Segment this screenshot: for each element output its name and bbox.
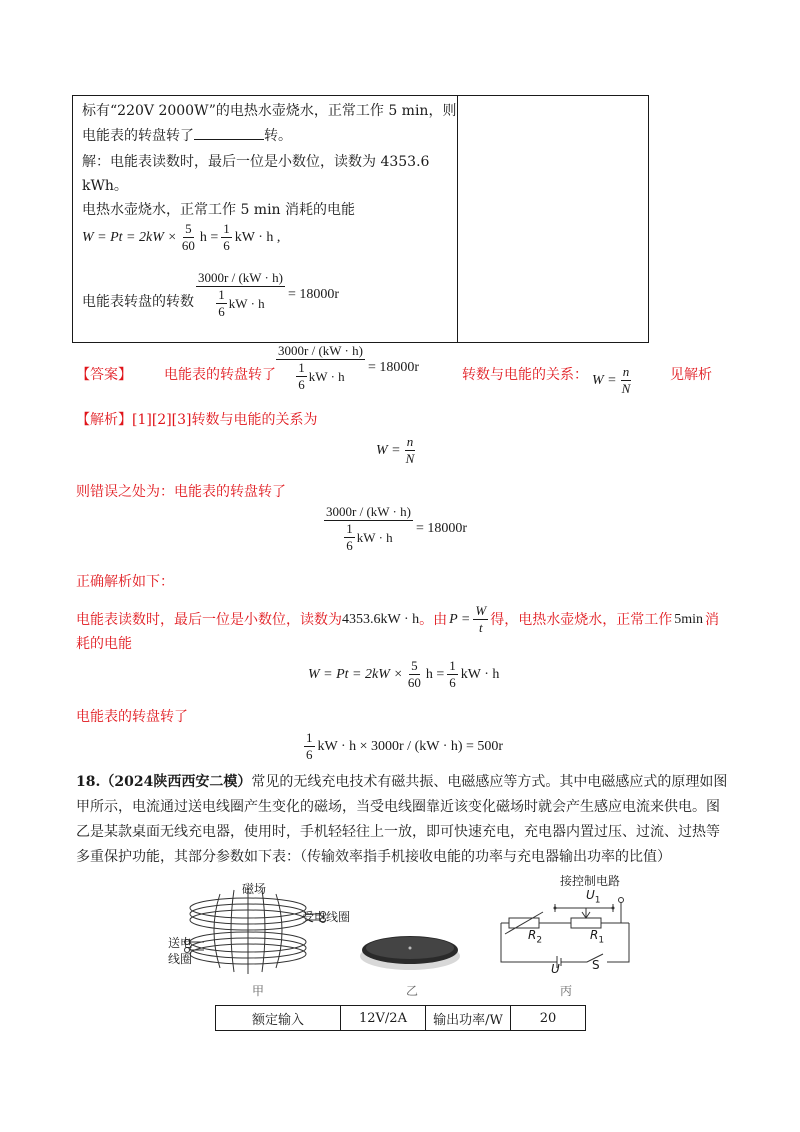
cell-line-3: 解：电能表读数时，最后一位是小数位，读数为 4353.6 (82, 154, 430, 170)
send-coil-label-2: 线圈 (168, 952, 193, 966)
send-coil-label-1: 送电 (168, 936, 193, 950)
q18-line-4: 多重保护功能，其部分参数如下表：（传输效率指手机接收电能的功率与充电器输出功率的比值） (76, 849, 671, 865)
caption-jia: 甲 (252, 984, 265, 998)
r1-label: $R_1$ (590, 928, 605, 946)
reading-line: 电能表读数时，最后一位是小数位，读数为 4353.6kW · h 。由 P = $\frac{W}{t}$ 得，电热水壶烧水，正常工作 5min 消 (76, 603, 719, 635)
u-label: U (551, 962, 560, 976)
control-circuit-label: 接控制电路 (560, 874, 621, 888)
r2-label: $R_2$ (528, 928, 543, 946)
rated-input-value: 12V/2A (341, 1006, 426, 1031)
parameter-table (215, 1005, 586, 1031)
output-power-label: 输出功率/W (426, 1006, 511, 1031)
turns-intro: 电能表的转盘转了 (76, 709, 188, 725)
error-intro: 则错误之处为：电能表的转盘转了 (76, 484, 286, 500)
answer-part-3: 见解析 (670, 367, 712, 383)
receive-coil-label: 受电线圈 (302, 910, 351, 924)
rated-input-label: 额定输入 (216, 1006, 341, 1031)
caption-bing: 丙 (560, 984, 573, 998)
cell-equation-turns: 3000r / (kW · h) $\frac{1}{6}$ kW · h = 18000r (198, 270, 340, 319)
cell-line-7: 电能表转盘的转数 (82, 294, 194, 310)
charger-pad-image (350, 920, 470, 980)
cell-equation-energy: W = Pt = 2kW × $\frac{5}{60}$ h = $\frac{1}{6}$ kW · h , (82, 221, 281, 253)
cell-line-4: kWh。 (82, 178, 128, 194)
answer-part-1: 电能表的转盘转了 (164, 367, 276, 383)
u1-label: $U_1$ (586, 888, 601, 906)
reading-line-2: 耗的电能 (76, 636, 132, 652)
output-power-value: 20 (511, 1006, 586, 1031)
q18-line-1: 18.（2024陕西西安二模）常见的无线充电技术有磁共振、电磁感应等方式。其中电磁感应式的原理如图 (76, 774, 728, 790)
answer-label: 【答案】 (76, 367, 132, 383)
answer-blank (194, 125, 264, 140)
correct-intro: 正确解析如下： (76, 574, 174, 590)
circuit-diagram (495, 878, 645, 983)
q18-line-2: 甲所示，电流通过送电线圈产生变化的磁场，当受电线圈靠近该变化磁场时就会产生感应电流来供电。图 (76, 799, 720, 815)
answer-part-2: 转数与电能的关系： (462, 367, 588, 383)
switch-label: S (592, 958, 600, 972)
error-equation: 3000r / (kW · h) $\frac{1}{6}$ kW · h = 18000r (326, 504, 468, 553)
table-divider (457, 96, 458, 342)
table-row (216, 1006, 586, 1031)
turns-equation: $\frac{1}{6}$ kW · h × 3000r / (kW · h) = 500r (306, 730, 504, 762)
analysis-relation: W = $\frac{n}{N}$ (376, 434, 415, 466)
coil-diagram (170, 878, 370, 998)
answer-equation: 3000r / (kW · h) $\frac{1}{6}$ kW · h = 18000r (278, 343, 420, 392)
energy-equation: W = Pt = 2kW × $\frac{5}{60}$ h = $\frac{1}{6}$ kW · h (308, 658, 500, 690)
q18-line-3: 乙是某款桌面无线充电器，使用时，手机轻轻往上一放，即可快速充电，充电器内置过压、过流、过热等 (76, 824, 720, 840)
cell-line-2: 电能表的转盘转了 转。 (82, 125, 292, 147)
analysis-label: 【解析】[1][2][3]转数与电能的关系为 (76, 412, 318, 428)
caption-yi: 乙 (406, 984, 419, 998)
cell-line-5: 电热水壶烧水，正常工作 5 min 消耗的电能 (82, 202, 356, 218)
answer-relation: W = $\frac{n}{N}$ (592, 364, 631, 396)
magnetic-field-label: 磁场 (242, 882, 267, 896)
cell-line-1: 标有“220V 2000W”的电热水壶烧水，正常工作 5 min，则 (82, 103, 457, 119)
